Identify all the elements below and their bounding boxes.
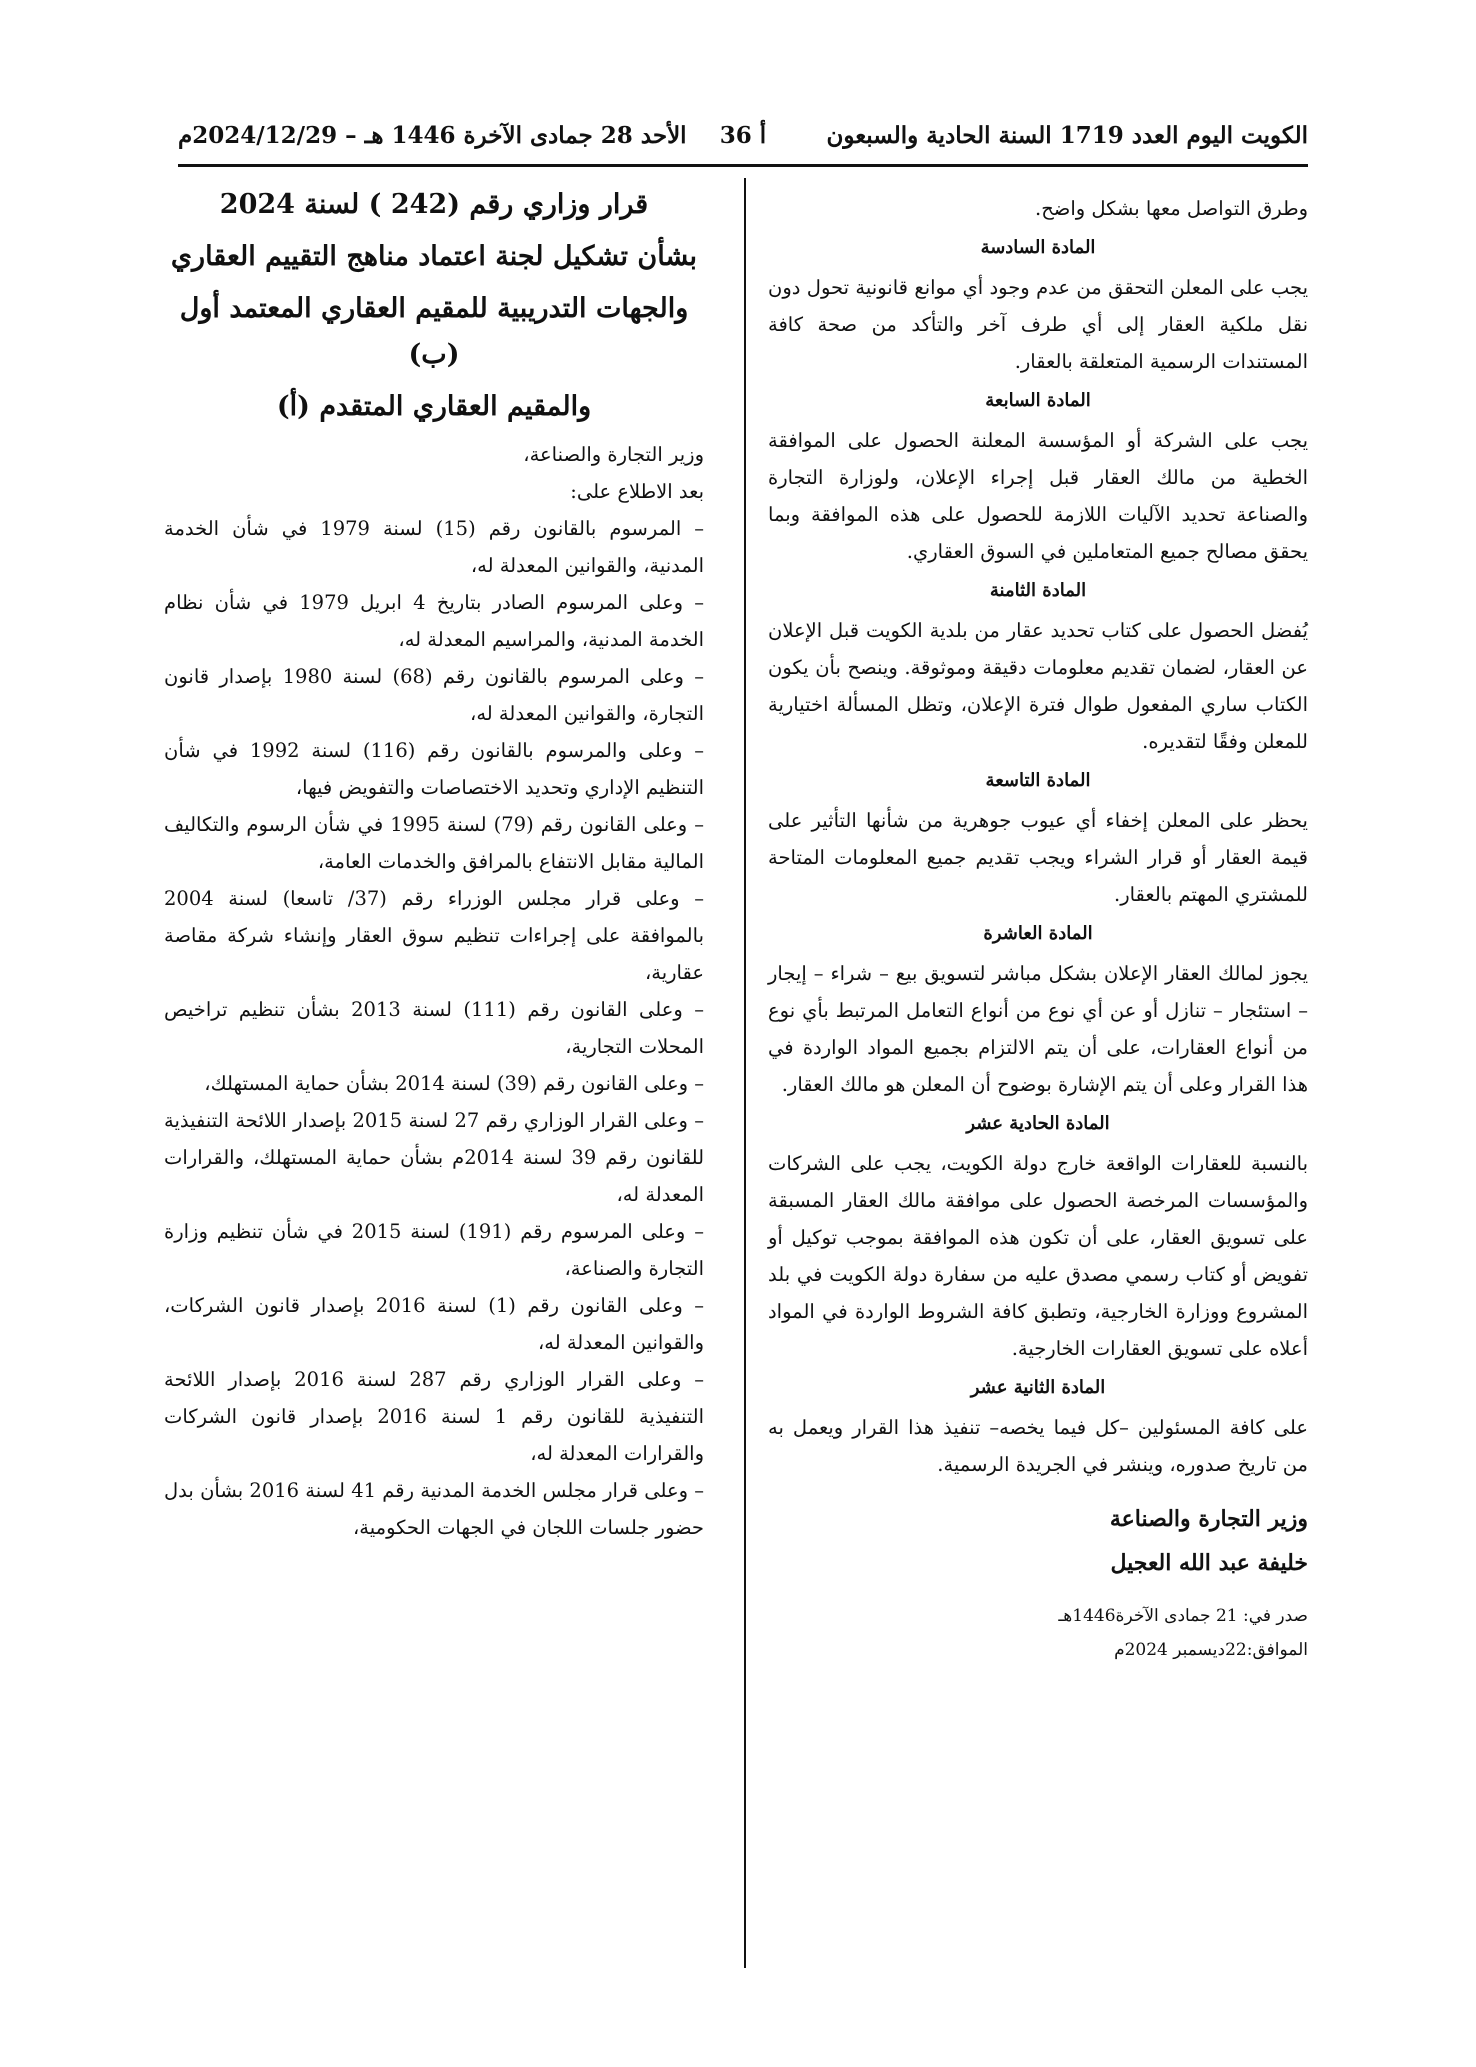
left-column <box>164 182 704 1546</box>
article-text-7: يجب على الشركة أو المؤسسة المعلنة الحصول على الموافقة الخطية من مالك العقار قبل إجراء الإعلان، ولوزارة التجارة والصناعة تحديد الآليات اللازمة للحصول على هذه الموافقة وبما يحقق مصالح جميع المتعاملين في السوق العقاري. <box>768 429 1308 563</box>
article-title-11: المادة الحادية عشر <box>966 1113 1110 1134</box>
decree-title-line-2: بشأن تشكيل لجنة اعتماد مناهج التقييم العقاري <box>170 241 698 272</box>
preamble <box>164 436 704 1546</box>
legal-reference-item: – وعلى القانون رقم (1) لسنة 2016 بإصدار قانون الشركات، والقوانين المعدلة له، <box>164 1294 704 1354</box>
header-issue-info: الكويت اليوم العدد 1719 السنة الحادية والسبعون <box>826 122 1308 149</box>
header-page-number: أ 36 <box>719 122 767 149</box>
decree-title-line-4: والمقيم العقاري المتقدم (أ) <box>276 391 592 422</box>
decree-title-line-3: والجهات التدريبية للمقيم العقاري المعتمد أول (ب) <box>179 293 689 370</box>
after-review-line: بعد الاطلاع على: <box>570 480 704 503</box>
article-text-11: بالنسبة للعقارات الواقعة خارج دولة الكويت، يجب على الشركات والمؤسسات المرخصة الحصول على موافقة مالك العقار المسبقة على تسويق العقار، على أن تكون هذه الموافقة بموجب توكيل أو تفويض أو كتاب رسمي مصدق عليه من سفارة دولة الكويت في بلد المشروع ووزارة الخارجية، وتطبق كافة الشروط الواردة في المواد أعلاه على تسويق العقارات الخارجية. <box>768 1152 1308 1360</box>
signature-name: خليفة عبد الله العجيل <box>1110 1550 1308 1576</box>
column-divider <box>744 178 746 1968</box>
article-title-10: المادة العاشرة <box>983 923 1093 944</box>
legal-reference-item: – المرسوم بالقانون رقم (15) لسنة 1979 في شأن الخدمة المدنية، والقوانين المعدلة له، <box>164 517 705 577</box>
article-title-9: المادة التاسعة <box>985 770 1091 791</box>
signature-block <box>768 1497 1308 1585</box>
header-rule <box>178 164 1308 167</box>
article-text-9: يحظر على المعلن إخفاء أي عيوب جوهرية من شأنها التأثير على قيمة العقار أو قرار الشراء ويجب تقديم جميع المعلومات المتاحة للمشتري المهتم بالعقار. <box>768 809 1308 906</box>
header-date: الأحد 28 جمادى الآخرة 1446 هـ – 2024/12/29م <box>178 122 687 149</box>
article-title-7: المادة السابعة <box>985 390 1091 411</box>
page-header <box>178 122 1308 156</box>
issued-hijri-date: صدر في: 21 جمادى الآخرة1446هـ <box>1058 1606 1308 1626</box>
signature-title: وزير التجارة والصناعة <box>1109 1506 1308 1532</box>
decree-title <box>164 182 704 430</box>
legal-reference-item: – وعلى القرار الوزاري رقم 27 لسنة 2015 بإصدار اللائحة التنفيذية للقانون رقم 39 لسنة 2014م بشأن حماية المستهلك، والقرارات المعدلة له، <box>164 1109 705 1206</box>
article-text-10: يجوز لمالك العقار الإعلان بشكل مباشر لتسويق بيع – شراء – إيجار – استئجار – تنازل أو عن أي نوع من أنواع التعامل المرتبط بأي نوع من أنواع العقارات، على أن يتم الالتزام بجميع المواد الواردة في هذا القرار وعلى أن يتم الإشارة بوضوح أن المعلن هو مالك العقار. <box>768 962 1308 1096</box>
legal-reference-item: – وعلى القرار الوزاري رقم 287 لسنة 2016 بإصدار اللائحة التنفيذية للقانون رقم 1 لسنة 2016 بإصدار قانون الشركات والقرارات المعدلة له، <box>164 1368 705 1465</box>
legal-reference-item: – وعلى القانون رقم (39) لسنة 2014 بشأن حماية المستهلك، <box>204 1072 704 1095</box>
legal-reference-item: – وعلى القانون رقم (79) لسنة 1995 في شأن الرسوم والتكاليف المالية مقابل الانتفاع بالمرافق والخدمات العامة، <box>164 813 704 873</box>
legal-reference-item: – وعلى قرار مجلس الوزراء رقم (37/ تاسعا) لسنة 2004 بالموافقة على إجراءات تنظيم سوق العقار وإنشاء شركة مقاصة عقارية، <box>164 887 704 984</box>
article-title-12: المادة الثانية عشر <box>970 1377 1106 1398</box>
legal-reference-item: – وعلى المرسوم الصادر بتاريخ 4 ابريل 1979 في شأن نظام الخدمة المدنية، والمراسيم المعدلة له، <box>164 591 704 651</box>
legal-reference-item: – وعلى والمرسوم بالقانون رقم (116) لسنة 1992 في شأن التنظيم الإداري وتحديد الاختصاصات والتفويض فيها، <box>164 739 705 799</box>
article-title-8: المادة الثامنة <box>989 580 1087 601</box>
right-column <box>768 190 1308 1667</box>
issue-date-block <box>768 1599 1308 1667</box>
article-text-8: يُفضل الحصول على كتاب تحديد عقار من بلدية الكويت قبل الإعلان عن العقار، لضمان تقديم معلومات دقيقة وموثوقة. وينصح بأن يكون الكتاب ساري المفعول طوال فترة الإعلان، وتظل المسألة اختيارية للمعلن وفقًا لتقديره. <box>768 619 1308 753</box>
article-text-6: يجب على المعلن التحقق من عدم وجود أي موانع قانونية تحول دون نقل ملكية العقار إلى أي طرف آخر والتأكد من صحة كافة المستندات الرسمية المتعلقة بالعقار. <box>768 276 1308 373</box>
article-text-12: على كافة المسئولين –كل فيما يخصه– تنفيذ هذا القرار ويعمل به من تاريخ صدوره، وينشر في الجريدة الرسمية. <box>768 1416 1308 1476</box>
legal-reference-item: – وعلى المرسوم رقم (191) لسنة 2015 في شأن تنظيم وزارة التجارة والصناعة، <box>164 1220 704 1280</box>
article-title-6: المادة السادسة <box>980 237 1096 258</box>
legal-reference-item: – وعلى قرار مجلس الخدمة المدنية رقم 41 لسنة 2016 بشأن بدل حضور جلسات اللجان في الجهات الحكومية، <box>164 1479 704 1539</box>
legal-reference-item: – وعلى القانون رقم (111) لسنة 2013 بشأن تنظيم تراخيص المحلات التجارية، <box>164 998 704 1058</box>
issued-gregorian-date: الموافق:22ديسمبر 2024م <box>1114 1640 1308 1660</box>
minister-line: وزير التجارة والصناعة، <box>523 443 704 466</box>
decree-title-line-1: قرار وزاري رقم (242 ) لسنة 2024 <box>219 189 649 220</box>
legal-reference-item: – وعلى المرسوم بالقانون رقم (68) لسنة 1980 بإصدار قانون التجارة، والقوانين المعدلة له، <box>164 665 704 725</box>
continuation-text: وطرق التواصل معها بشكل واضح. <box>1035 197 1308 220</box>
